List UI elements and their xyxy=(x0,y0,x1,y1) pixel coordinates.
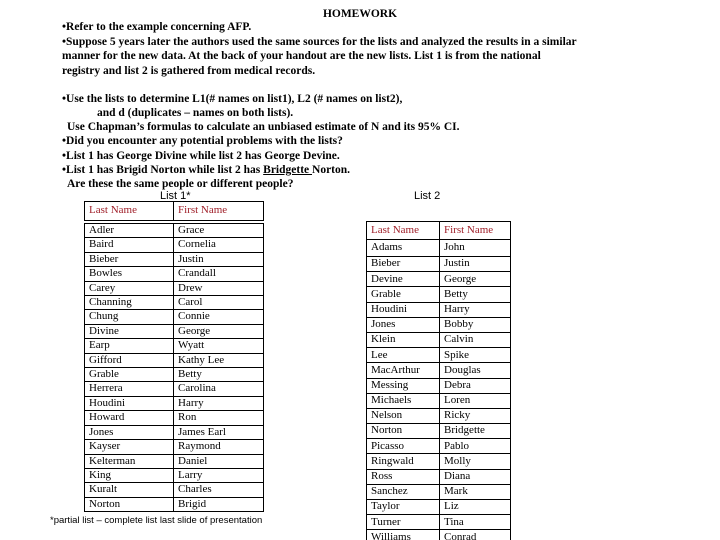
task-text: •List 1 has George Divine while list 2 has George Devine. xyxy=(62,150,340,162)
last-name-cell: Ringwald xyxy=(367,454,440,469)
first-name-cell: Harry xyxy=(174,396,264,410)
table-row xyxy=(85,339,264,353)
first-name-cell: Brigid xyxy=(174,497,264,511)
table-row xyxy=(367,439,511,454)
first-name-cell: Diana xyxy=(440,469,511,484)
first-name-cell: Carolina xyxy=(174,382,264,396)
page-title: HOMEWORK xyxy=(322,8,398,20)
first-name-cell: Conrad xyxy=(440,530,511,540)
table-row xyxy=(367,317,511,332)
list1-table xyxy=(84,223,264,512)
last-name-cell: Herrera xyxy=(85,382,174,396)
header-last-name: Last Name xyxy=(85,202,174,221)
last-name-cell: Bowles xyxy=(85,267,174,281)
last-name-cell: Norton xyxy=(85,497,174,511)
last-name-cell: Kayser xyxy=(85,440,174,454)
last-name-cell: Divine xyxy=(85,324,174,338)
table-row xyxy=(85,267,264,281)
first-name-cell: Betty xyxy=(174,368,264,382)
last-name-cell: Chung xyxy=(85,310,174,324)
table-row xyxy=(367,240,511,257)
first-name-cell: Bobby xyxy=(440,317,511,332)
first-name-cell: Larry xyxy=(174,468,264,482)
first-name-cell: Wyatt xyxy=(174,339,264,353)
table-row xyxy=(85,425,264,439)
header-last-name: Last Name xyxy=(367,222,440,240)
last-name-cell: Picasso xyxy=(367,439,440,454)
first-name-cell: Bridgette xyxy=(440,424,511,439)
first-name-cell: George xyxy=(440,272,511,287)
list1-label: List 1* xyxy=(160,190,191,202)
first-name-cell: Douglas xyxy=(440,363,511,378)
last-name-cell: Ross xyxy=(367,469,440,484)
first-name-cell: James Earl xyxy=(174,425,264,439)
last-name-cell: Houdini xyxy=(367,302,440,317)
table-row xyxy=(367,348,511,363)
first-name-cell: Grace xyxy=(174,224,264,238)
table-row xyxy=(367,272,511,287)
last-name-cell: Gifford xyxy=(85,353,174,367)
bullet-text: manner for the new data. At the back of your handout are the new lists. List 1 is from the national xyxy=(62,50,541,62)
table-row xyxy=(367,484,511,499)
task-text: •Use the lists to determine L1(# names on list1), L2 (# names on list2), xyxy=(62,93,403,105)
table-row xyxy=(85,483,264,497)
last-name-cell: Adler xyxy=(85,224,174,238)
last-name-cell: Grable xyxy=(85,368,174,382)
last-name-cell: Kuralt xyxy=(85,483,174,497)
last-name-cell: Klein xyxy=(367,332,440,347)
table-row xyxy=(367,257,511,272)
first-name-cell: Carol xyxy=(174,296,264,310)
last-name-cell: Jones xyxy=(85,425,174,439)
last-name-cell: Taylor xyxy=(367,500,440,515)
first-name-cell: Debra xyxy=(440,378,511,393)
list2-label: List 2 xyxy=(414,190,441,202)
first-name-cell: Daniel xyxy=(174,454,264,468)
first-name-cell: Ron xyxy=(174,411,264,425)
first-name-cell: Kathy Lee xyxy=(174,353,264,367)
table-row xyxy=(85,368,264,382)
header-first-name: First Name xyxy=(174,202,264,221)
table-row xyxy=(85,396,264,410)
first-name-cell: George xyxy=(174,324,264,338)
header-first-name: First Name xyxy=(440,222,511,240)
first-name-cell: Raymond xyxy=(174,440,264,454)
first-name-cell: Liz xyxy=(440,500,511,515)
last-name-cell: Earp xyxy=(85,339,174,353)
last-name-cell: King xyxy=(85,468,174,482)
table-row xyxy=(85,224,264,238)
first-name-cell: Pablo xyxy=(440,439,511,454)
table-row xyxy=(85,281,264,295)
task-text: and d (duplicates – names on both lists). xyxy=(97,107,294,119)
first-name-cell: Connie xyxy=(174,310,264,324)
table-row xyxy=(85,382,264,396)
last-name-cell: Williams xyxy=(367,530,440,540)
first-name-cell: Cornelia xyxy=(174,238,264,252)
first-name-cell: Ricky xyxy=(440,408,511,423)
first-name-cell: Justin xyxy=(174,252,264,266)
first-name-cell: Harry xyxy=(440,302,511,317)
last-name-cell: Bieber xyxy=(85,252,174,266)
bullet-text: •Suppose 5 years later the authors used the same sources for the lists and analyzed the results in a similar xyxy=(62,36,577,48)
last-name-cell: Houdini xyxy=(85,396,174,410)
last-name-cell: Messing xyxy=(367,378,440,393)
task-text: Use Chapman’s formulas to calculate an unbiased estimate of N and its 95% CI. xyxy=(67,121,460,133)
task-text: •Did you encounter any potential problems with the lists? xyxy=(62,135,343,147)
first-name-cell: Tina xyxy=(440,515,511,530)
last-name-cell: Lee xyxy=(367,348,440,363)
table-row xyxy=(367,408,511,423)
last-name-cell: Kelterman xyxy=(85,454,174,468)
last-name-cell: MacArthur xyxy=(367,363,440,378)
first-name-cell: Justin xyxy=(440,257,511,272)
last-name-cell: Bieber xyxy=(367,257,440,272)
first-name-cell: Crandall xyxy=(174,267,264,281)
first-name-cell: John xyxy=(440,240,511,257)
table-row xyxy=(367,500,511,515)
table-row xyxy=(367,363,511,378)
first-name-cell: Betty xyxy=(440,287,511,302)
table-row xyxy=(367,469,511,484)
question-text: Are these the same people or different people? xyxy=(67,178,294,190)
table-row xyxy=(367,378,511,393)
table-row xyxy=(367,302,511,317)
table-row xyxy=(85,353,264,367)
first-name-cell: Spike xyxy=(440,348,511,363)
footnote: *partial list – complete list last slide of presentation xyxy=(50,515,263,526)
bullet-text: registry and list 2 is gathered from medical records. xyxy=(62,65,316,77)
bridgette-underlined: Bridgette xyxy=(263,164,313,176)
norton-text-end: Norton. xyxy=(312,164,351,176)
table-row xyxy=(85,238,264,252)
first-name-cell: Drew xyxy=(174,281,264,295)
table-row xyxy=(367,454,511,469)
bullet-text: •Refer to the example concerning AFP. xyxy=(62,21,252,33)
table-row xyxy=(85,468,264,482)
last-name-cell: Carey xyxy=(85,281,174,295)
table-row xyxy=(85,310,264,324)
last-name-cell: Sanchez xyxy=(367,484,440,499)
table-row xyxy=(85,296,264,310)
first-name-cell: Molly xyxy=(440,454,511,469)
last-name-cell: Howard xyxy=(85,411,174,425)
list2-table xyxy=(366,221,511,540)
last-name-cell: Adams xyxy=(367,240,440,257)
last-name-cell: Jones xyxy=(367,317,440,332)
last-name-cell: Baird xyxy=(85,238,174,252)
last-name-cell: Turner xyxy=(367,515,440,530)
table-row xyxy=(85,411,264,425)
first-name-cell: Calvin xyxy=(440,332,511,347)
table-row xyxy=(85,440,264,454)
last-name-cell: Channing xyxy=(85,296,174,310)
table-row xyxy=(367,332,511,347)
table-row xyxy=(367,424,511,439)
table-row xyxy=(85,454,264,468)
last-name-cell: Devine xyxy=(367,272,440,287)
first-name-cell: Mark xyxy=(440,484,511,499)
last-name-cell: Norton xyxy=(367,424,440,439)
table-row xyxy=(367,515,511,530)
first-name-cell: Charles xyxy=(174,483,264,497)
table-row xyxy=(367,393,511,408)
norton-text: •List 1 has Brigid Norton while list 2 has xyxy=(62,164,264,176)
table-row xyxy=(367,287,511,302)
table-row xyxy=(85,497,264,511)
last-name-cell: Michaels xyxy=(367,393,440,408)
list1-header-table xyxy=(84,201,264,221)
table-row xyxy=(85,324,264,338)
task-text xyxy=(62,163,350,177)
last-name-cell: Grable xyxy=(367,287,440,302)
table-row xyxy=(85,252,264,266)
last-name-cell: Nelson xyxy=(367,408,440,423)
first-name-cell: Loren xyxy=(440,393,511,408)
table-row xyxy=(367,530,511,540)
